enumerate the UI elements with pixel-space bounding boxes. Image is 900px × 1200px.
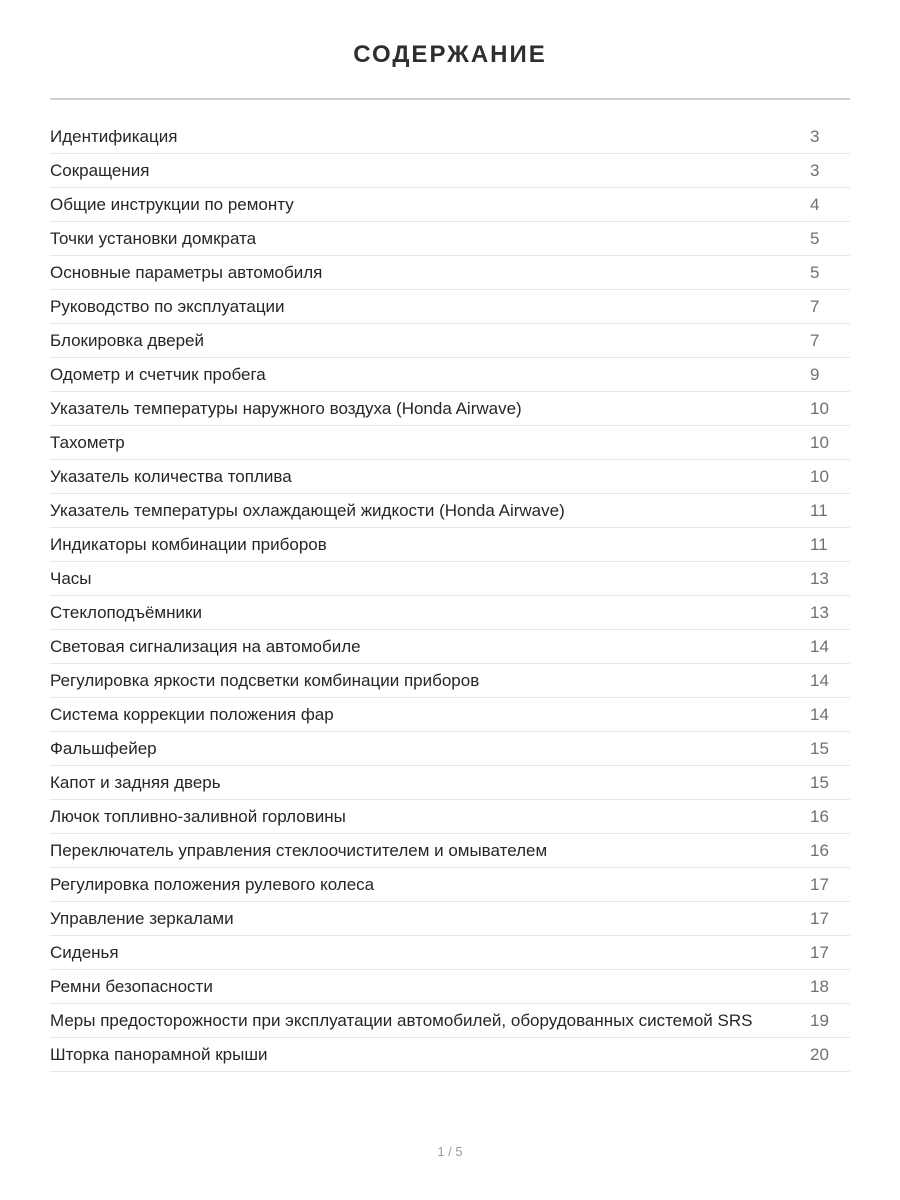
- toc-entry-page: 10: [810, 432, 829, 452]
- toc-entry[interactable]: [50, 630, 850, 664]
- toc-entry-page: 13: [810, 568, 829, 588]
- toc-entry-page: 17: [810, 874, 829, 894]
- toc-entry[interactable]: [50, 766, 850, 800]
- toc-entry-title: Стеклоподъёмники: [50, 602, 202, 622]
- toc-entry-page: 18: [810, 976, 829, 996]
- toc-entry[interactable]: [50, 154, 850, 188]
- toc-entry-page: 14: [810, 670, 829, 690]
- toc-entry-page: 14: [810, 704, 829, 724]
- toc-entry-page: 10: [810, 466, 829, 486]
- toc-entry[interactable]: [50, 426, 850, 460]
- toc-entry[interactable]: [50, 902, 850, 936]
- toc-entry-title: Световая сигнализация на автомобиле: [50, 636, 361, 656]
- table-of-contents: [50, 120, 850, 1072]
- toc-entry[interactable]: [50, 868, 850, 902]
- toc-entry[interactable]: [50, 596, 850, 630]
- page-indicator: 1 / 5: [437, 1144, 463, 1159]
- toc-entry-title: Регулировка положения рулевого колеса: [50, 874, 375, 894]
- toc-entry[interactable]: [50, 188, 850, 222]
- toc-entry[interactable]: [50, 222, 850, 256]
- toc-entry[interactable]: [50, 324, 850, 358]
- toc-entry-title: Система коррекции положения фар: [50, 704, 334, 724]
- toc-entry[interactable]: [50, 664, 850, 698]
- toc-entry[interactable]: [50, 358, 850, 392]
- toc-entry-title: Шторка панорамной крыши: [50, 1044, 268, 1064]
- toc-entry[interactable]: [50, 800, 850, 834]
- toc-entry[interactable]: [50, 1004, 850, 1038]
- toc-entry-page: 15: [810, 738, 829, 758]
- toc-entry-title: Регулировка яркости подсветки комбинации приборов: [50, 670, 480, 690]
- toc-entry-title: Переключатель управления стеклоочистителем и омывателем: [50, 840, 548, 860]
- toc-entry-page: 11: [810, 500, 828, 520]
- toc-entry-page: 7: [810, 296, 820, 316]
- toc-entry[interactable]: [50, 460, 850, 494]
- toc-entry-title: Тахометр: [50, 432, 125, 452]
- toc-entry[interactable]: [50, 256, 850, 290]
- toc-entry-title: Фальшфейер: [50, 738, 157, 758]
- toc-entry-page: 19: [810, 1010, 829, 1030]
- toc-entry-title: Одометр и счетчик пробега: [50, 364, 266, 384]
- toc-entry-page: 9: [810, 364, 820, 384]
- toc-entry-title: Капот и задняя дверь: [50, 772, 221, 792]
- toc-entry-page: 3: [810, 126, 820, 146]
- page-title: СОДЕРЖАНИЕ: [353, 41, 547, 68]
- toc-entry-title: Основные параметры автомобиля: [50, 262, 323, 282]
- toc-entry-title: Указатель температуры наружного воздуха (Honda Airwave): [50, 398, 522, 418]
- toc-entry[interactable]: [50, 528, 850, 562]
- toc-entry-title: Лючок топливно-заливной горловины: [50, 806, 346, 826]
- toc-entry[interactable]: [50, 834, 850, 868]
- toc-entry[interactable]: [50, 562, 850, 596]
- toc-entry-title: Управление зеркалами: [50, 908, 234, 928]
- toc-entry-title: Сиденья: [50, 942, 119, 962]
- toc-entry[interactable]: [50, 936, 850, 970]
- toc-entry-page: 20: [810, 1044, 829, 1064]
- toc-entry[interactable]: [50, 290, 850, 324]
- toc-entry-page: 5: [810, 262, 820, 282]
- toc-entry-title: Ремни безопасности: [50, 976, 213, 996]
- toc-entry-page: 15: [810, 772, 829, 792]
- toc-entry-page: 5: [810, 228, 820, 248]
- toc-entry[interactable]: [50, 698, 850, 732]
- toc-entry[interactable]: [50, 392, 850, 426]
- toc-entry-title: Точки установки домкрата: [50, 228, 257, 248]
- toc-entry-page: 14: [810, 636, 829, 656]
- toc-entry[interactable]: [50, 1038, 850, 1072]
- toc-entry[interactable]: [50, 970, 850, 1004]
- toc-entry-page: 16: [810, 840, 829, 860]
- toc-entry-page: 17: [810, 908, 829, 928]
- toc-entry-title: Блокировка дверей: [50, 330, 205, 350]
- toc-entry-page: 3: [810, 160, 820, 180]
- toc-entry-page: 16: [810, 806, 829, 826]
- toc-entry-page: 13: [810, 602, 829, 622]
- toc-entry[interactable]: [50, 120, 850, 154]
- toc-entry-page: 11: [810, 534, 828, 554]
- toc-entry-title: Идентификация: [50, 126, 178, 146]
- toc-entry-title: Общие инструкции по ремонту: [50, 194, 294, 214]
- toc-page: [50, 0, 850, 1088]
- toc-entry-page: 7: [810, 330, 820, 350]
- toc-entry-title: Индикаторы комбинации приборов: [50, 534, 327, 554]
- toc-entry[interactable]: [50, 732, 850, 766]
- toc-entry-title: Часы: [50, 568, 92, 588]
- toc-entry-page: 10: [810, 398, 829, 418]
- toc-entry-title: Указатель количества топлива: [50, 466, 292, 486]
- title-divider: [50, 98, 850, 100]
- toc-entry[interactable]: [50, 494, 850, 528]
- toc-entry-title: Руководство по эксплуатации: [50, 296, 285, 316]
- toc-entry-title: Указатель температуры охлаждающей жидкости (Honda Airwave): [50, 500, 565, 520]
- toc-entry-page: 4: [810, 194, 820, 214]
- toc-entry-title: Сокращения: [50, 160, 150, 180]
- toc-entry-page: 17: [810, 942, 829, 962]
- toc-entry-title: Меры предосторожности при эксплуатации автомобилей, оборудованных системой SRS: [50, 1010, 753, 1030]
